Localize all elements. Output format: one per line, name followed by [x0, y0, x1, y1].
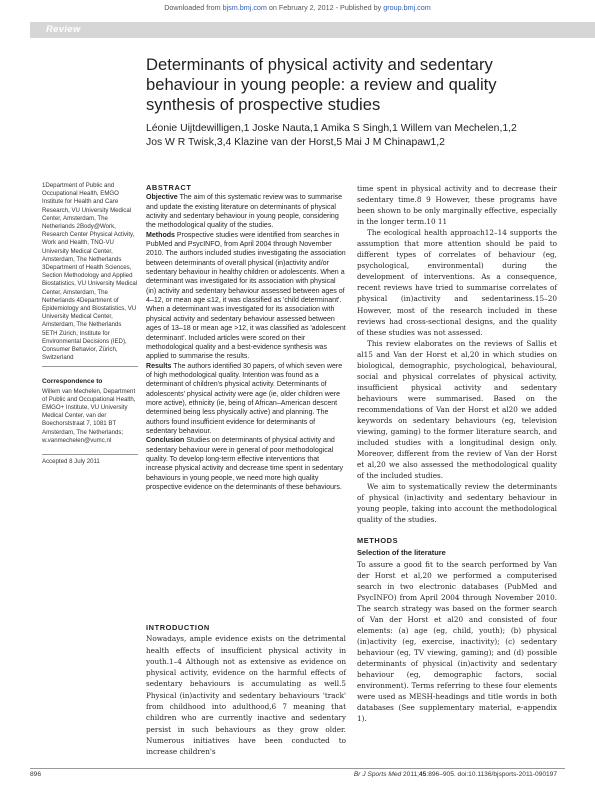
journal-pages-doi: :896–905. doi:10.1136/bjsports-2011-090197 — [426, 771, 557, 778]
journal-name: Br J Sports Med — [353, 771, 402, 778]
author-list — [146, 122, 546, 150]
methods-section — [357, 535, 557, 724]
page-number: 896 — [30, 771, 42, 778]
abstract-conclusion — [146, 436, 346, 492]
abstract-objective — [146, 193, 346, 230]
methods-heading: METHODS — [357, 536, 399, 546]
methods-text: Prospective studies were identified from searches in PubMed and PsycINFO, from April 2004 through November 2010. The authors included studies investigating the association between determinants of overall physical (in)activity and/or sedentary behaviour in healthy children or adolescents. When a determinant was investigated for its association with physical (in) activity and sedentary behaviour assessed between ages of 4–12, or mean age ≤12, it was classified as 'child determinant'. When a determinant was investigated for its association with physical activity and sedentary behaviour assessed between ages of 13–18 or mean age >12, it was classified as 'adolescent determinant'. Included articles were scored on their methodological quality and a best-evidence synthesis was applied to summarise the results. — [146, 231, 346, 361]
results-label: Results — [146, 362, 172, 370]
sidebar-divider — [42, 366, 138, 367]
body-paragraph-2: The ecological health approach12–14 supports the assumption that more attention should be paid to different types of correlates of behaviour (eg, psychological, environmental) during the development of interventions. As a consequence, recent reviews have tried to summarise correlates of physical (in)activity and sedentariness.15–20 However, most of the research included in these reviews had cross-sectional designs, and the quality of these studies was not assessed. — [357, 228, 557, 337]
results-text: The authors identified 30 papers, of which seven were of high methodological quality. Intention was found as a determinant of children's physical activity. Determinants of adolescents' physical activity were age (ie, older children were more active), ethnicity (ie, being of African–American descent determined being less physically active) and planning. The authors found insufficient evidence for determinants of sedentary behaviour. — [146, 362, 343, 435]
sidebar — [42, 182, 138, 466]
abstract-heading: ABSTRACT — [146, 183, 192, 192]
accepted-date: Accepted 8 July 2011 — [42, 454, 138, 466]
download-prefix: Downloaded from — [164, 3, 223, 12]
journal-year: 2011; — [401, 771, 420, 778]
section-bar — [30, 22, 595, 38]
section-label: Review — [46, 23, 81, 35]
article-title: Determinants of physical activity and sedentary behaviour in young people: a review and quality synthesis of prospective studies — [146, 55, 497, 114]
objective-label: Objective — [146, 194, 178, 202]
introduction-text: Nowadays, ample evidence exists on the detrimental health effects of insufficient physical activity in youth.1–4 Although not as extensive as evidence on physical activity, evidence on the harmful effects of sedentary behaviours is accumulating as well.5 Physical (in)activity and sedentary behaviours 'track' from childhood into adulthood,6 7 meaning that children who are currently inactive and sedentary persist in such behaviours as they grow older. Numerous initiatives have been conducted to increase children's — [146, 634, 346, 757]
conclusion-label: Conclusion — [146, 437, 185, 445]
body-paragraph-3: This review elaborates on the reviews of Sallis et al15 and Van der Horst et al,20 in which studies on biological, demographic, psychological, behavioural, social and physical correlates of physical activity, insufficient physical activity and sedentary behaviours were summarised. Based on the recommendations of Van der Horst et al20 we added keywords on sedentary behaviours (eg, television viewing, gaming) to the former literature search, and included studies with a longitudinal design only. Moreover, different from the review of Van der Horst et al,20 we also assessed the methodological quality of the included studies. — [357, 338, 557, 481]
authors-line-1: Léonie Uijtdewilligen,1 Joske Nauta,1 Amika S Singh,1 Willem van Mechelen,1,2 — [146, 123, 517, 134]
correspondence-heading: Correspondence to — [42, 378, 103, 386]
abstract-methods — [146, 231, 346, 362]
objective-text: The aim of this systematic review was to summarise and update the existing literature on determinants of physical activity and sedentary behaviour in young people, considering the methodological quality of the studies. — [146, 194, 343, 230]
bjsm-link[interactable]: bjsm.bmj.com — [222, 3, 267, 12]
footer-divider — [30, 768, 565, 769]
affiliations: 1Department of Public and Occupational Health, EMGO Institute for Health and Care Research, VU University Medical Center, Amsterdam, The Netherlands 2Body@Work, Research Center Physical Activity, Work and Health, TNO-VU University Medical Center, Amsterdam, The Netherlands 3Department of Health Sciences, Section Methodology and Applied Biostatistics, VU University Medical Center, Amsterdam, The Netherlands 4Department of Epidemiology and Biostatistics, VU University Medical Center, Amsterdam, The Netherlands 5ETH Zürich, Institute for Environmental Decisions (IED), Consumer Behavior, Zürich, Switzerland — [42, 182, 138, 362]
authors-line-2: Jos W R Twisk,3,4 Klazine van der Horst,5 Mai J M Chinapaw1,2 — [146, 137, 445, 148]
correspondence-body: Willem van Mechelen, Department of Public and Occupational Health, EMGO+ Institute, VU University Medical Center, van der Boechorststraat 7, 1081 BT Amsterdam, The Netherlands; w.vanmechelen@vumc.nl — [42, 387, 136, 444]
methods-subheading: Selection of the literature — [357, 547, 446, 557]
journal-volume: 45 — [419, 771, 427, 778]
body-paragraph-1: time spent in physical activity and to decrease their sedentary time.8 9 However, these programs have been shown to be only marginally effective, especially in the longer term.10 11 — [357, 184, 557, 227]
introduction-heading: INTRODUCTION — [146, 623, 210, 632]
conclusion-text: Studies on determinants of physical activity and sedentary behaviour were in general of poor methodological quality. To develop long-term effective interventions that increase physical activity and decrease time spent in sedentary behaviours in young people, we need more high quality prospective evidence on the determinants of these behaviours. — [146, 437, 344, 491]
abstract-results — [146, 362, 346, 437]
download-mid: on February 2, 2012 - Published by — [266, 3, 384, 12]
journal-citation — [354, 771, 557, 778]
publisher-link[interactable]: group.bmj.com — [383, 3, 431, 12]
methods-body: To assure a good fit to the search performed by Van der Horst et al,20 we performed a computerised search in two electronic databases (PubMed and PsycINFO) from April 2004 through November 2010. The search strategy was based on the former search of Van der Horst et al20 and consisted of four elements: (a) age (eg, child, youth); (b) physical (in)activity (eg, exercise, inactivity); (c) sedentary behaviour (eg, TV viewing, gaming); and (d) possible determinants of physical (in)activity and sedentary behaviour (eg, demographic factors, social environment). Terms referring to these four elements were used as MESH-headings and title words in both databases (See supplementary material, e-appendix 1). — [357, 559, 557, 724]
right-column — [357, 183, 557, 724]
methods-label: Methods — [146, 231, 175, 239]
body-paragraph-4: We aim to systematically review the determinants of physical (in)activity and sedentary behaviour in young people, taking into account the methodological quality of the studies. — [357, 482, 557, 525]
introduction — [146, 622, 346, 758]
abstract — [146, 183, 346, 492]
download-notice — [0, 3, 595, 12]
